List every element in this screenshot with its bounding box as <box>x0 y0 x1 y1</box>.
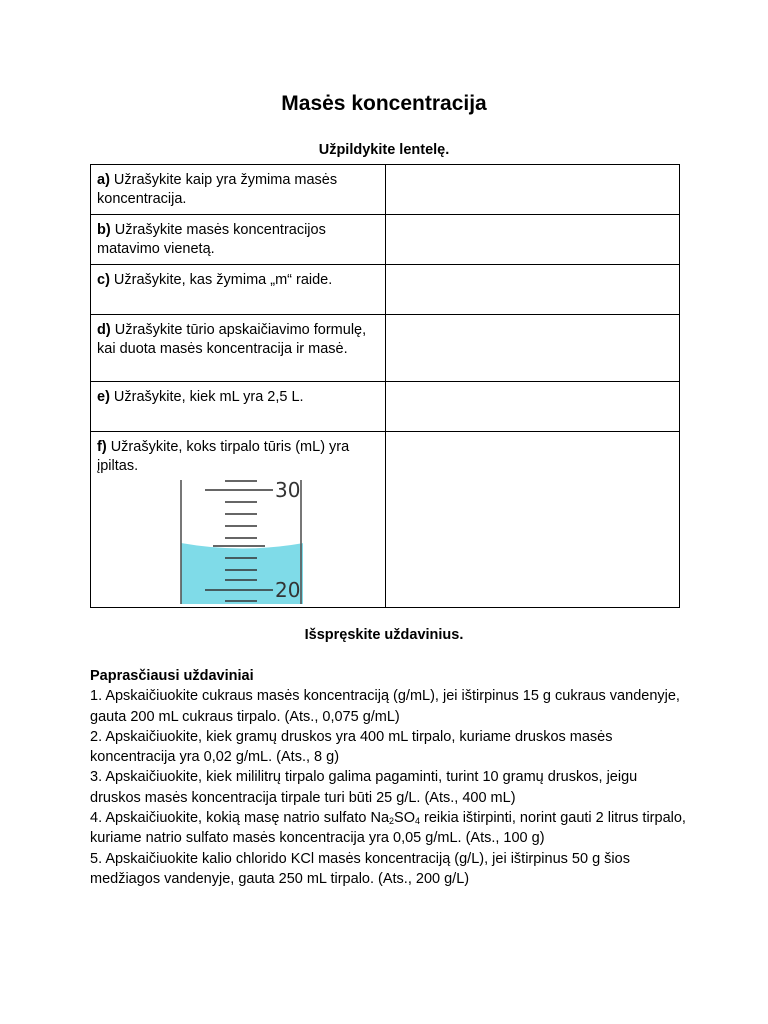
question-text: Užrašykite masės koncentracijos matavimo vienetą. <box>97 222 326 257</box>
subscript: 2 <box>389 816 395 827</box>
subscript: 4 <box>414 816 420 827</box>
task-text: 4. Apskaičiuokite, kokią masę natrio sulfato Na <box>90 810 390 827</box>
table-row <box>91 265 680 315</box>
task-item: 3. Apskaičiuokite, kiek mililitrų tirpalo galima pagaminti, turint 10 gramų druskos, jeigu druskos masės koncentracija tirpale turi būti 25 g/L. (Ats., 400 mL) <box>90 769 638 806</box>
tasks-heading: Išspręskite uždavinius. <box>304 627 464 643</box>
question-letter: c) <box>97 272 110 288</box>
question-letter: b) <box>97 222 111 238</box>
question-letter: d) <box>97 322 111 338</box>
section-heading: Paprasčiausi uždaviniai <box>90 668 254 684</box>
table-row <box>91 382 680 432</box>
page-title: Masės koncentracija <box>281 92 487 115</box>
task-item: 5. Apskaičiuokite kalio chlorido KCl masės koncentraciją (g/L), jei ištirpinus 50 g šios medžiagos vandenyje, gauta 250 mL tirpalo. (Ats., 200 g/L) <box>90 850 630 887</box>
measuring-cylinder-graphic <box>173 480 303 604</box>
table-heading: Užpildykite lentelę. <box>318 142 450 158</box>
question-letter: a) <box>97 172 110 188</box>
answer-cell[interactable] <box>386 315 680 382</box>
worksheet-table <box>90 164 680 608</box>
question-cell <box>91 265 386 315</box>
answer-cell[interactable] <box>386 382 680 432</box>
table-row <box>91 165 680 215</box>
task-item <box>90 808 690 849</box>
task-item: 2. Apskaičiuokite, kiek gramų druskos yra 400 mL tirpalo, kuriame druskos masės koncentracija yra 0,02 g/mL. (Ats., 8 g) <box>90 728 613 766</box>
answer-cell[interactable] <box>386 165 680 215</box>
question-text: Užrašykite, kiek mL yra 2,5 L. <box>109 389 304 405</box>
scale-label-lower: 20 <box>275 578 301 602</box>
question-letter: f) <box>97 439 107 455</box>
answer-cell[interactable] <box>386 215 680 265</box>
table-row <box>91 215 680 265</box>
measuring-cylinder <box>97 476 377 604</box>
question-text: Užrašykite, koks tirpalo tūris (mL) yra įpiltas. <box>97 439 350 474</box>
question-text: Užrašykite kaip yra žymima masės koncentracija. <box>97 172 338 207</box>
question-cell <box>91 315 386 382</box>
question-text: Užrašykite, kas žymima „m“ raide. <box>109 272 333 288</box>
table-row <box>91 315 680 382</box>
task-item: 1. Apskaičiuokite cukraus masės koncentraciją (g/mL), jei ištirpinus 15 g cukraus vandenyje, gauta 200 mL cukraus tirpalo. (Ats., 0,075 g/mL) <box>90 688 680 725</box>
task-text: reikia ištirpinti, norint gauti 2 litrus tirpalo, kuriame natrio sulfato masės koncentracija yra 0,05 g/mL. (Ats., 100 g) <box>90 810 686 847</box>
question-letter: e) <box>97 389 110 405</box>
question-cell <box>91 165 386 215</box>
task-text: SO <box>394 810 415 827</box>
scale-label-upper: 30 <box>275 480 301 502</box>
answer-cell[interactable] <box>386 265 680 315</box>
question-cell <box>91 432 386 608</box>
question-cell <box>91 215 386 265</box>
table-row <box>91 432 680 608</box>
tasks-section <box>90 666 690 889</box>
question-cell <box>91 382 386 432</box>
question-text: Užrašykite tūrio apskaičiavimo formulę, kai duota masės koncentracija ir masė. <box>97 322 367 357</box>
answer-cell[interactable] <box>386 432 680 608</box>
